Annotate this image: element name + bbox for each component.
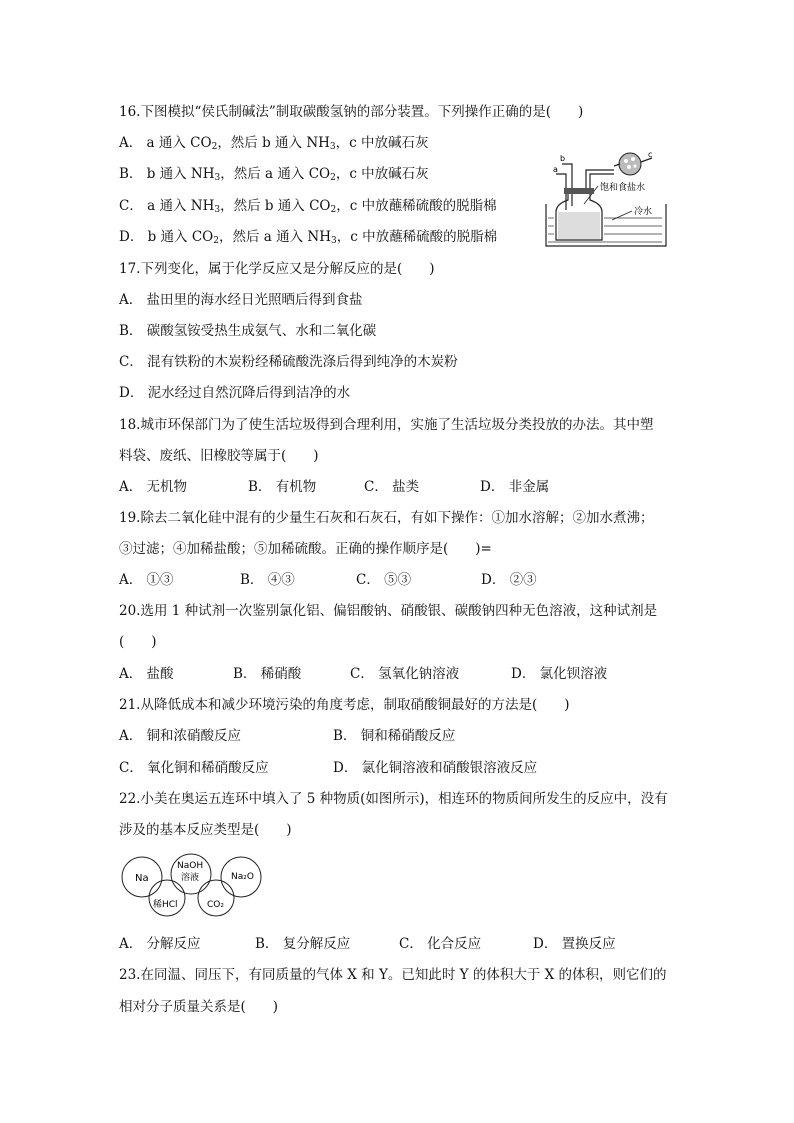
ring-naoh: NaOH	[177, 861, 204, 871]
q19-stem-line1: 19.除去二氧化硅中混有的少量生石灰和石灰石，有如下操作：①加水溶解；②加水煮沸；	[119, 510, 654, 526]
q21-option-a: A． 铜和浓硝酸反应	[119, 728, 242, 744]
q20-option-d: D． 氯化钡溶液	[511, 666, 608, 682]
q20-option-a: A． 盐酸	[119, 666, 174, 682]
ring-co2: CO₂	[207, 900, 224, 910]
q22-option-b: B． 复分解反应	[255, 936, 351, 952]
q19-stem-line2: ③过滤；④加稀盐酸；⑤加稀硫酸。正确的操作顺序是( )=	[119, 541, 492, 557]
ring-naoh-solution: 溶液	[181, 873, 200, 883]
ring-na: Na	[135, 873, 149, 884]
q17-option-a: A． 盐田里的海水经日光照晒后得到食盐	[119, 292, 363, 308]
q20-option-c: C． 氢氧化钠溶液	[350, 666, 460, 682]
cold-water-label: 冷水	[634, 207, 653, 217]
q22-stem-line2: 涉及的基本反应类型是( )	[119, 822, 292, 838]
q23-stem-line1: 23.在同温、同压下，有同质量的气体 X 和 Y。已知此时 Y 的体积大于 X 的体积，则它们的	[119, 967, 667, 983]
q21-option-d: D． 氯化铜溶液和硝酸银溶液反应	[333, 760, 538, 776]
q21-stem: 21.从降低成本和减少环境污染的角度考虑，制取硝酸铜最好的方法是( )	[119, 697, 570, 713]
brine-label: 饱和食盐水	[600, 183, 646, 193]
q16-option-c: C． a 通入 $NH_3$，然后 b 通入 $CO_2$，c 中放蘸稀硫酸的脱脂棉	[119, 198, 497, 215]
label-c: c	[648, 150, 653, 159]
q17-option-d: D． 泥水经过自然沉降后得到洁净的水	[119, 385, 351, 401]
q20-stem-line2: ( )	[119, 634, 157, 650]
q18-stem-line1: 18.城市环保部门为了使生活垃圾得到合理利用，实施了生活垃圾分类投放的办法。其中塑	[119, 417, 654, 433]
q19-option-d: D． ②③	[481, 572, 537, 588]
q18-option-d: D． 非金属	[480, 479, 550, 495]
q21-option-b: B． 铜和稀硝酸反应	[333, 728, 456, 744]
q18-option-c: C． 盐类	[364, 479, 420, 495]
q16-option-a: A． a 通入 $CO_2$，然后 b 通入 $NH_3$，c 中放碱石灰	[119, 135, 429, 152]
q20-option-b: B． 稀硝酸	[233, 666, 302, 682]
q20-stem-line1: 20.选用 1 种试剂一次鉴别氯化铝、偏铝酸钠、硝酸银、碳酸钠四种无色溶液，这种试剂是	[119, 603, 658, 619]
q17-option-b: B． 碳酸氢铵受热生成氨气、水和二氧化碳	[119, 323, 377, 339]
q18-option-b: B． 有机物	[248, 479, 317, 495]
q18-option-a: A． 无机物	[119, 479, 188, 495]
q19-option-b: B． ④③	[240, 572, 295, 588]
q18-stem-line2: 料袋、废纸、旧橡胶等属于( )	[119, 448, 319, 464]
olympic-rings-figure	[119, 852, 271, 920]
q22-stem-line1: 22.小美在奥运五连环中填入了 5 种物质(如图所示)，相连环的物质间所发生的反应中，没有	[119, 791, 668, 807]
q21-option-c: C． 氧化铜和稀硝酸反应	[119, 760, 269, 776]
q22-option-d: D． 置换反应	[533, 936, 616, 952]
ring-na2o: Na₂O	[231, 872, 254, 882]
q17-option-c: C． 混有铁粉的木炭粉经稀硫酸洗涤后得到纯净的木炭粉	[119, 354, 458, 370]
q17-stem: 17.下列变化，属于化学反应又是分解反应的是( )	[119, 261, 435, 277]
q19-option-c: C． ⑤③	[356, 572, 412, 588]
q22-option-c: C． 化合反应	[399, 936, 482, 952]
label-a: a	[553, 165, 558, 174]
label-b: b	[560, 154, 566, 163]
q19-option-a: A． ①③	[119, 572, 174, 588]
q16-option-d: D． b 通入 $CO_2$，然后 a 通入 $NH_3$，c 中放蘸稀硫酸的脱脂棉	[119, 229, 498, 246]
q16-stem: 16.下图模拟“侯氏制碱法”制取碳酸氢钠的部分装置。下列操作正确的是( )	[119, 104, 584, 120]
q16-option-b: B． b 通入 $NH_3$，然后 a 通入 $CO_2$，c 中放碱石灰	[119, 166, 429, 183]
ring-dilute-hcl: 稀HCl	[153, 900, 178, 910]
q23-stem-line2: 相对分子质量关系是( )	[119, 999, 279, 1015]
apparatus-figure	[542, 148, 672, 248]
q22-option-a: A． 分解反应	[119, 936, 201, 952]
